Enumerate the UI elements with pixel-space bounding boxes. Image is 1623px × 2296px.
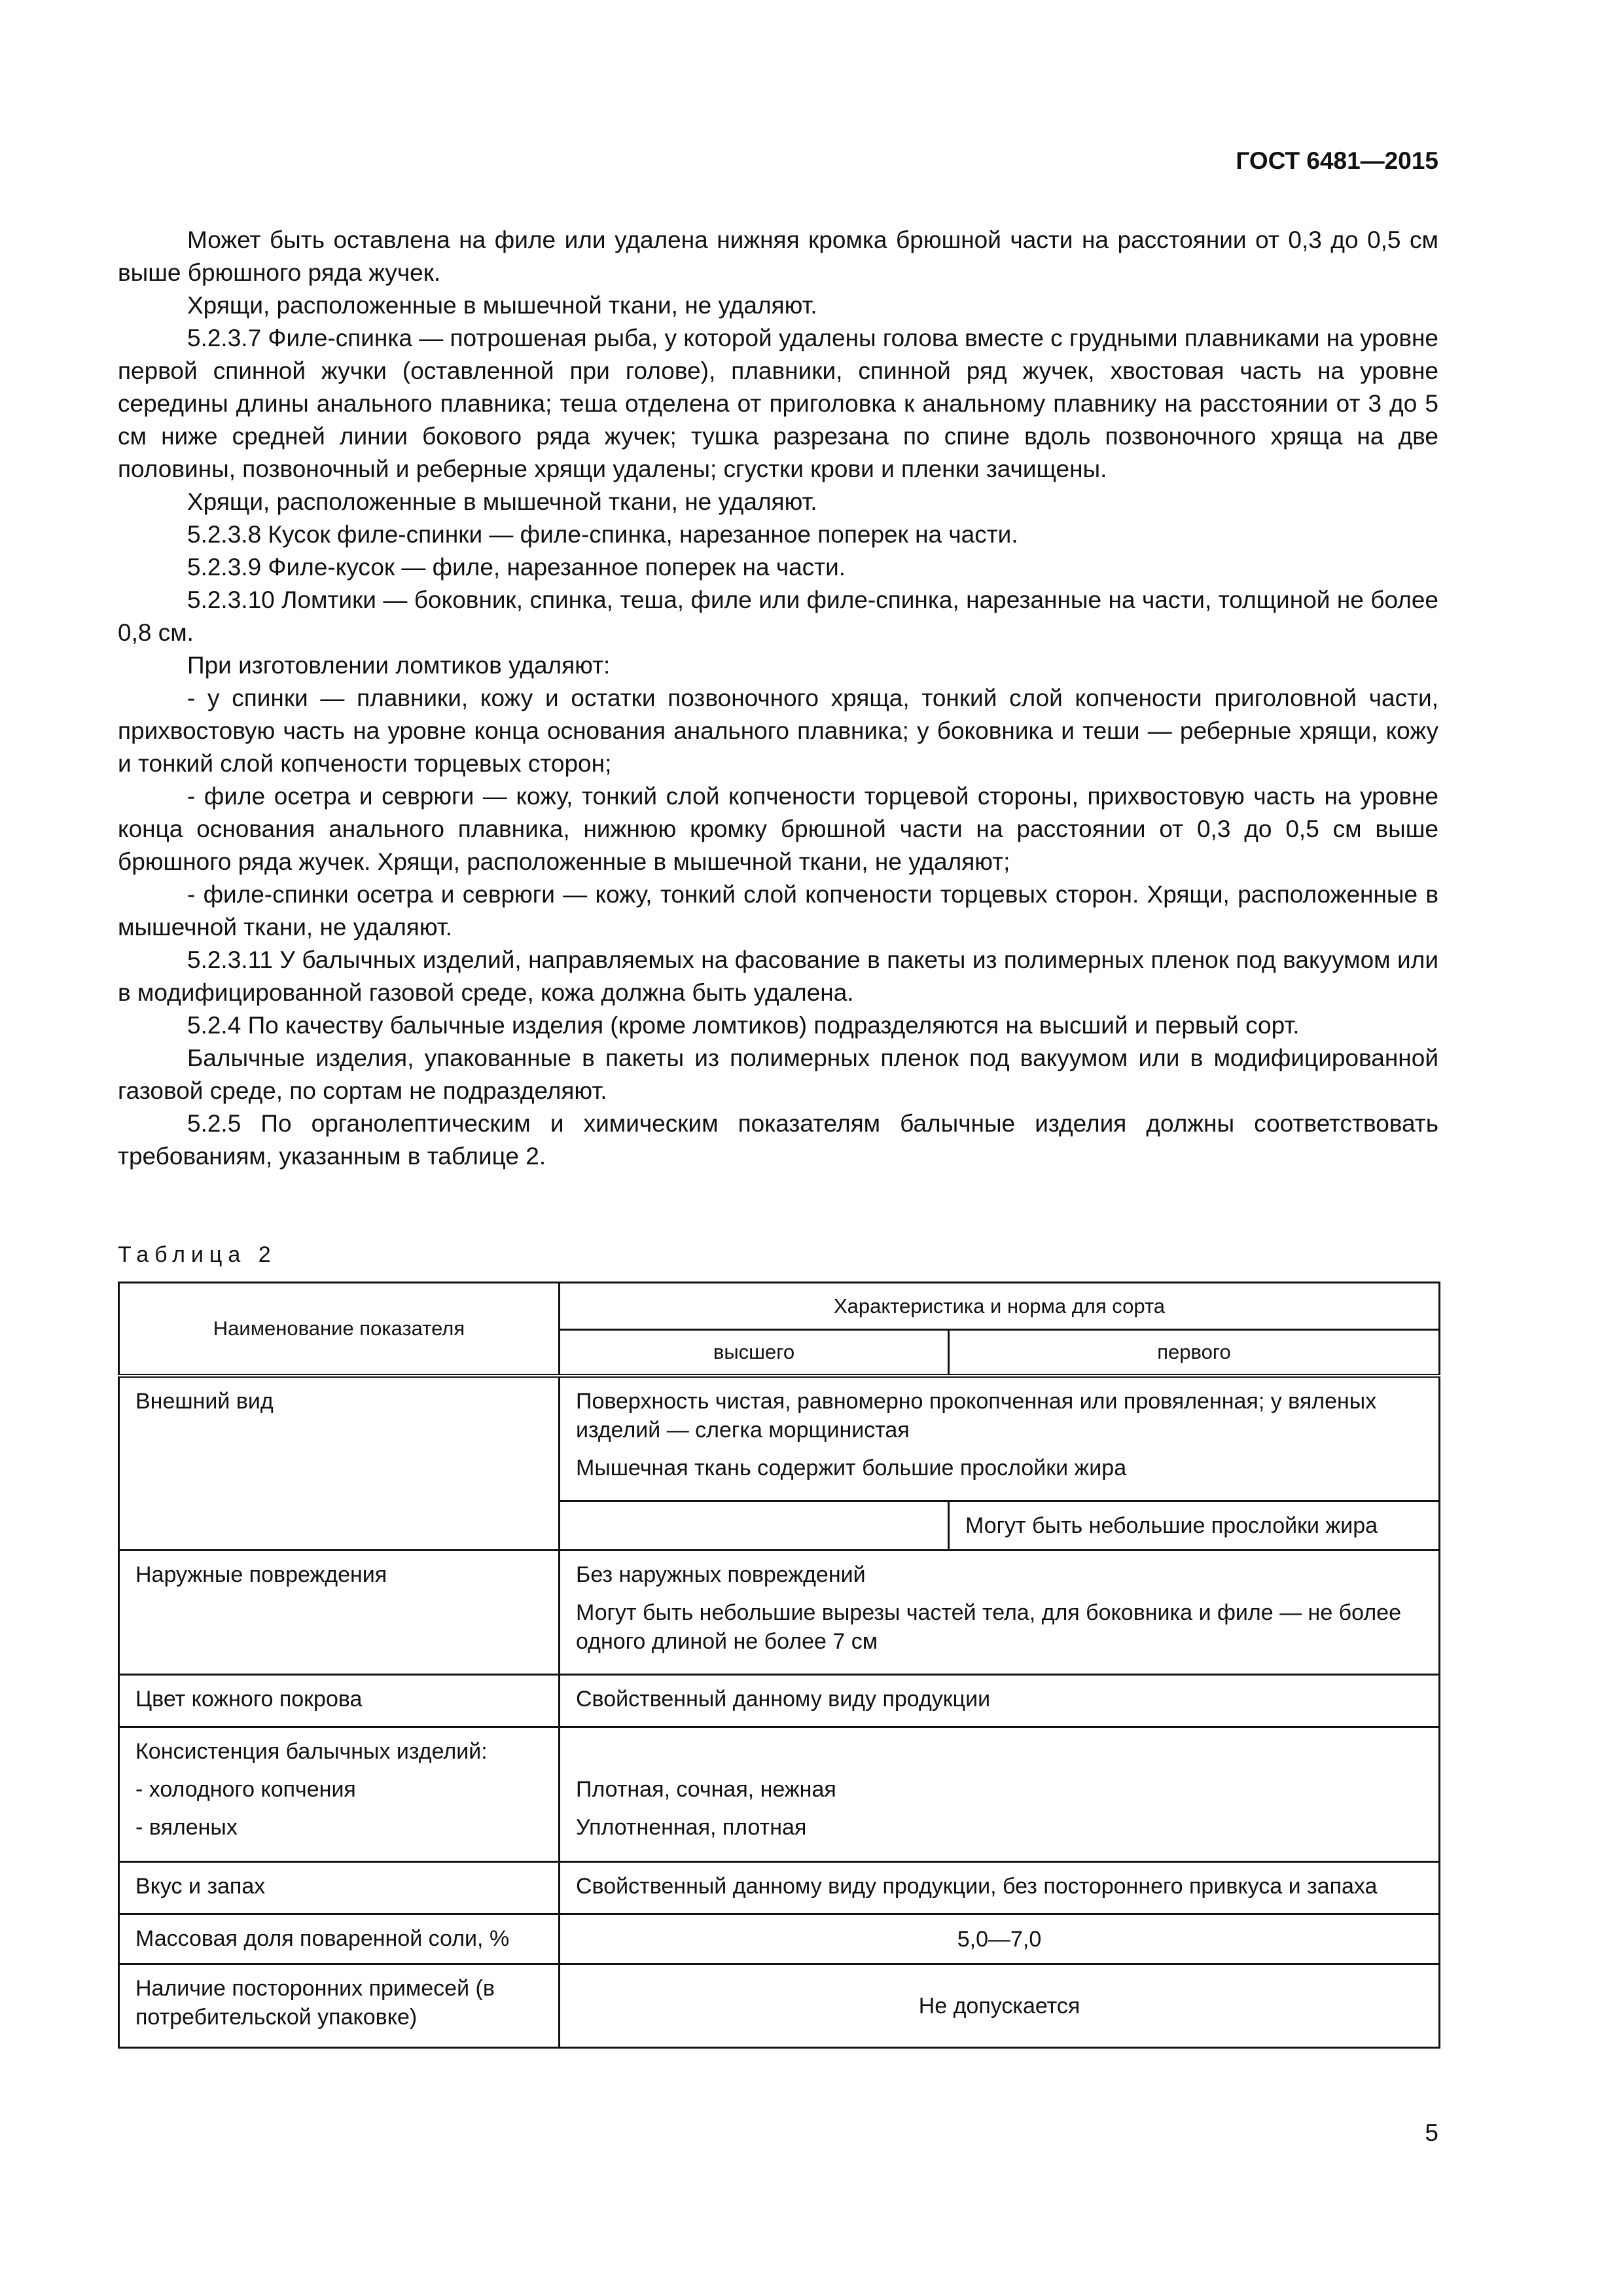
row-value-taste: Свойственный данному виду продукции, без постороннего привкуса и запаха	[560, 1861, 1440, 1914]
row-value-salt: 5,0—7,0	[560, 1914, 1440, 1964]
cell-text: Поверхность чистая, равномерно прокопченная или провяленная; у вяленых изделий — слегка морщинистая	[576, 1388, 1377, 1443]
row-name-impurities: Наличие посторонних примесей (в потребительской упаковке)	[119, 1964, 560, 2048]
table-row	[119, 1550, 1440, 1674]
cell-gap	[135, 1766, 543, 1775]
row-name-consistency	[119, 1727, 560, 1861]
column-header-norm-group: Характеристика и норма для сорта	[560, 1283, 1440, 1330]
cell-text: - холодного копчения	[135, 1777, 356, 1803]
cell-gap	[576, 1804, 1423, 1813]
list-item: - филе-спинки осетра и севрюги — кожу, тонкий слой копчености торцевых сторон. Хрящи, расположенные в мышечной ткани, не удаляют.	[118, 881, 1438, 941]
row-name-damage: Наружные повреждения	[119, 1550, 560, 1674]
paragraph: Балычные изделия, упакованные в пакеты из полимерных пленок под вакуумом или в модифицированной газовой среде, по сортам не подразделяют.	[118, 1045, 1438, 1104]
table-row	[119, 1674, 1440, 1727]
table-row	[119, 1727, 1440, 1861]
row-value-consistency	[560, 1727, 1440, 1861]
cell-text: Могут быть небольшие вырезы частей тела, для боковника и филе — не более одного длиной не более 7 см	[576, 1600, 1401, 1654]
list-item: - у спинки — плавники, кожу и остатки позвоночного хряща, тонкий слой копчености приголовной части, прихвостовую часть на уровне конца основания анального плавника; у боковника и теши — реберные хрящи, кожу и тонкий слой копчености торцевых сторон;	[118, 685, 1438, 777]
row-name-salt: Массовая доля поваренной соли, %	[119, 1914, 560, 1964]
paragraph: Хрящи, расположенные в мышечной ткани, не удаляют.	[187, 292, 817, 319]
paragraph: 5.2.4 По качеству балычные изделия (кроме ломтиков) подразделяются на высший и первый сорт.	[187, 1012, 1300, 1039]
table-row	[119, 1861, 1440, 1914]
page-number: 5	[1425, 2119, 1438, 2146]
cell-text: Мышечная ткань содержит большие прослойки жира	[576, 1455, 1127, 1480]
row-value-appearance-first: Могут быть небольшие прослойки жира	[949, 1501, 1440, 1550]
cell-gap	[576, 1589, 1423, 1598]
paragraph: При изготовлении ломтиков удаляют:	[187, 652, 611, 679]
cell-gap	[576, 1444, 1423, 1454]
row-value-impurities: Не допускается	[560, 1964, 1440, 2048]
paragraph: 5.2.3.9 Филе-кусок — филе, нарезанное поперек на части.	[187, 554, 846, 581]
body-text	[118, 224, 1438, 1173]
column-header-grade-high: высшего	[560, 1330, 949, 1376]
paragraph: 5.2.3.7 Филе-спинка — потрошеная рыба, у которой удалены голова вместе с грудными плавниками на уровне первой спинной жучки (оставленной при голове), плавники, спинной ряд жучек, хвостовая часть на уровне середины длины анального плавника; теша отделена от приголовка к анальному плавнику на расстоянии от 3 до 5 см ниже средней линии бокового ряда жучек; тушка разрезана по спине вдоль позвоночного хряща на две половины, позвоночный и реберные хрящи удалены; сгустки крови и пленки зачищены.	[118, 325, 1439, 482]
paragraph: Хрящи, расположенные в мышечной ткани, не удаляют.	[187, 488, 817, 515]
row-name-taste: Вкус и запах	[119, 1861, 560, 1914]
table-caption: Таблица 2	[118, 1242, 277, 1267]
paragraph: 5.2.3.8 Кусок филе-спинки — филе-спинка, нарезанное поперек на части.	[187, 521, 1018, 548]
row-value-damage	[560, 1550, 1440, 1674]
column-header-grade-first: первого	[949, 1330, 1440, 1376]
table-row	[119, 1376, 1440, 1501]
cell-gap	[135, 1804, 543, 1813]
specification-table	[118, 1282, 1438, 2049]
column-header-indicator: Наименование показателя	[119, 1283, 560, 1376]
list-item: - филе осетра и севрюги — кожу, тонкий слой копчености торцевой стороны, прихвостовую часть на уровне конца основания анального плавника, нижнюю кромку брюшной части на расстоянии от 0,3 до 0,5 см выше брюшного ряда жучек. Хрящи, расположенные в мышечной ткани, не удаляют;	[118, 783, 1438, 875]
empty-cell	[560, 1501, 949, 1550]
paragraph: 5.2.3.10 Ломтики — боковник, спинка, теша, филе или филе-спинка, нарезанные на части, толщиной не более 0,8 см.	[118, 586, 1438, 646]
paragraph: 5.2.5 По органолептическим и химическим показателям балычные изделия должны соответствовать требованиям, указанным в таблице 2.	[118, 1110, 1438, 1170]
row-value-appearance	[560, 1376, 1440, 1501]
cell-text: Консистенция балычных изделий:	[135, 1739, 488, 1765]
table-row	[119, 1914, 1440, 1964]
cell-gap	[576, 1766, 1423, 1775]
cell-text: Плотная, сочная, нежная	[576, 1777, 836, 1803]
cell-text: Уплотненная, плотная	[576, 1815, 807, 1840]
paragraph: 5.2.3.11 У балычных изделий, направляемых на фасование в пакеты из полимерных пленок под вакуумом или в модифицированной газовой среде, кожа должна быть удалена.	[118, 946, 1438, 1006]
row-value-skin-color: Свойственный данному виду продукции	[560, 1674, 1440, 1727]
document-number-header: ГОСТ 6481—2015	[1236, 147, 1438, 174]
paragraph: Может быть оставлена на филе или удалена нижняя кромка брюшной части на расстоянии от 0,3 до 0,5 см выше брюшного ряда жучек.	[118, 226, 1438, 286]
row-name-skin-color: Цвет кожного покрова	[119, 1674, 560, 1727]
cell-text: - вяленых	[135, 1815, 238, 1840]
table-row	[119, 1964, 1440, 2048]
cell-text: Без наружных повреждений	[576, 1562, 866, 1587]
cell-gap	[576, 1737, 1423, 1766]
row-name-appearance: Внешний вид	[119, 1376, 560, 1551]
